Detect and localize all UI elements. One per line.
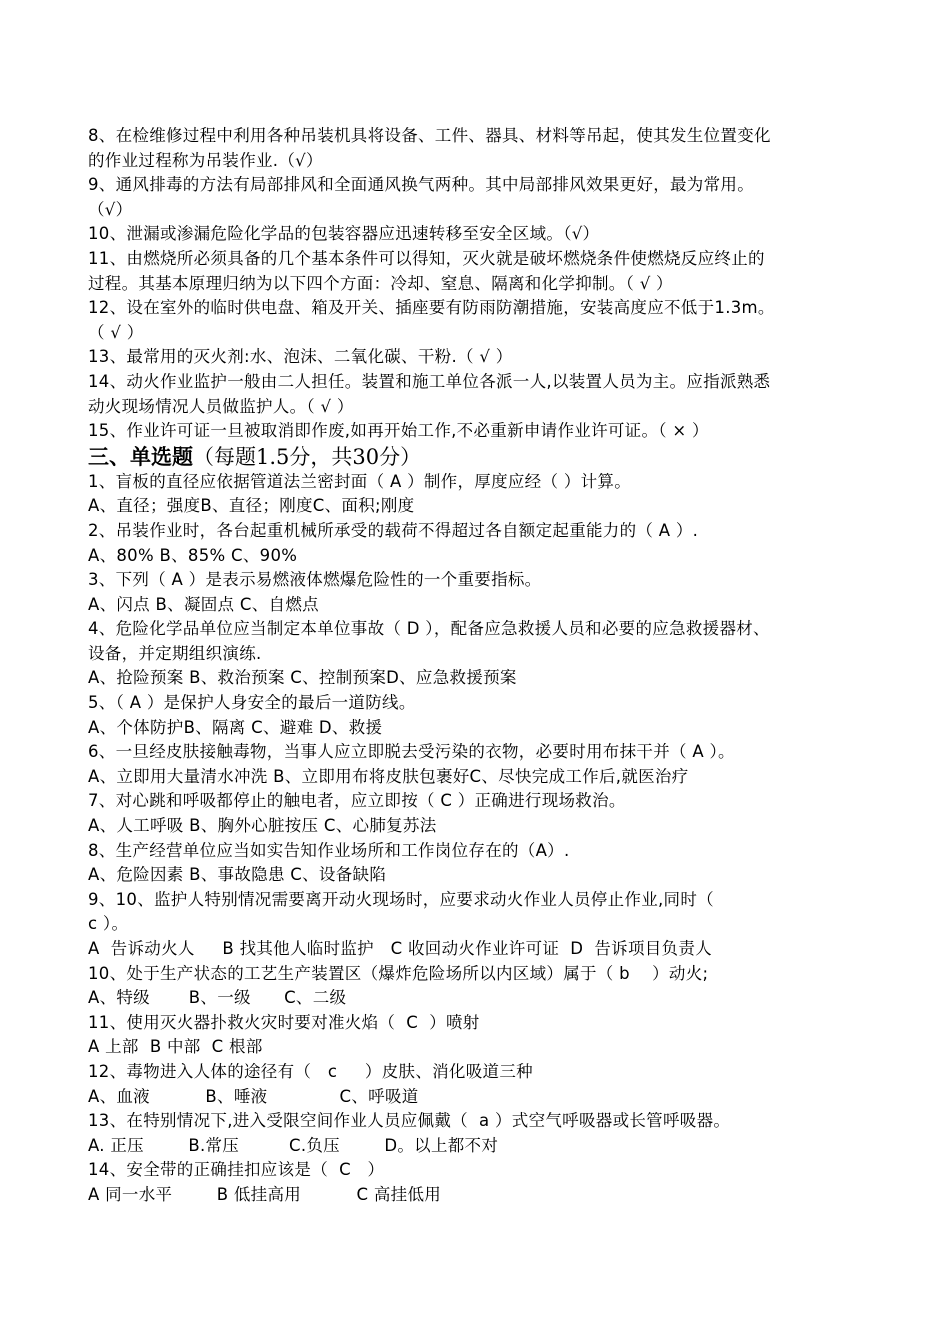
text-line: 15、作业许可证一旦被取消即作废,如再开始工作,不必重新申请作业许可证。（ × ）: [88, 421, 709, 441]
true-false-section: [88, 124, 870, 444]
text-line: A、危险因素 B、事故隐患 C、设备缺陷: [88, 865, 387, 885]
text-line: 11、使用灭火器扑救火灾时要对准火焰（ C ）喷射: [88, 1012, 480, 1032]
text-line: A、血液 B、唾液 C、呼吸道: [88, 1086, 419, 1106]
text-line: 14、动火作业监护一般由二人担任。装置和施工单位各派一人,以装置人员为主。应指派熟悉: [88, 371, 771, 391]
text-line: 过程。其基本原理归纳为以下四个方面：冷却、窒息、隔离和化学抑制。（ √ ）: [88, 273, 673, 293]
text-line: A 同一水平 B 低挂高用 C 高挂低用: [88, 1184, 442, 1204]
text-line: 动火现场情况人员做监护人。（ √ ）: [88, 396, 354, 416]
text-line: 14、安全带的正确挂扣应该是（ C ）: [88, 1160, 385, 1180]
text-line: A、人工呼吸 B、胸外心脏按压 C、心肺复苏法: [88, 816, 437, 836]
text-line: A、抢险预案 B、救治预案 C、控制预案D、应急救援预案: [88, 668, 517, 688]
text-line: 1、盲板的直径应依据管道法兰密封面（ A ）制作，厚度应经（ ）计算。: [88, 471, 632, 491]
text-line: A 告诉动火人 B 找其他人临时监护 C 收回动火作业许可证 D 告诉项目负责人: [88, 939, 712, 958]
text-line: A. 正压 B.常压 C.负压 D。以上都不对: [88, 1135, 499, 1155]
text-line: 10、泄漏或渗漏危险化学品的包装容器应迅速转移至安全区域。（√）: [88, 224, 600, 244]
text-line: 10、处于生产状态的工艺生产装置区（爆炸危险场所以内区域）属于（ b ）动火;: [88, 963, 709, 983]
text-line: A、个体防护B、隔离 C、避难 D、救援: [88, 717, 383, 737]
text-line: A 上部 B 中部 C 根部: [88, 1037, 263, 1057]
text-line: （√）: [88, 199, 133, 219]
text-line: 设备，并定期组织演练.: [88, 643, 262, 663]
text-line: 5、（ A ）是保护人身安全的最后一道防线。: [88, 693, 416, 713]
text-line: 的作业过程称为吊装作业.（√）: [88, 150, 323, 170]
text-line: A、80% B、85% C、90%: [88, 545, 298, 565]
text-line: 7、对心跳和呼吸都停止的触电者，应立即按（ C ）正确进行现场救治。: [88, 791, 626, 811]
text-line: A、闪点 B、凝固点 C、自燃点: [88, 594, 319, 614]
text-line: 13、最常用的灭火剂:水、泡沫、二氧化碳、干粉.（ √ ）: [88, 347, 513, 367]
text-line: 6、一旦经皮肤接触毒物，当事人应立即脱去受污染的衣物，必要时用布抹干并（ A ）。: [88, 742, 735, 762]
text-line: 9、10、监护人特别情况需要离开动火现场时，应要求动火作业人员停止作业,同时（: [88, 889, 714, 909]
text-line: 11、由燃烧所必须具备的几个基本条件可以得知，灭火就是破坏燃烧条件使燃烧反应终止的: [88, 248, 765, 268]
text-line: 4、危险化学品单位应当制定本单位事故（ D ），配备应急救援人员和必要的应急救援器材、: [88, 619, 770, 639]
section-heading: [88, 444, 870, 470]
multiple-choice-section: [88, 470, 870, 1208]
text-line: c ）。: [88, 914, 129, 934]
text-line: 8、生产经营单位应当如实告知作业场所和工作岗位存在的（A）.: [88, 840, 570, 860]
section-title: 三、单选题: [88, 444, 193, 469]
text-line: 12、毒物进入人体的途径有（ c ）皮肤、消化吸道三种: [88, 1061, 533, 1081]
text-line: A、特级 B、一级 C、二级: [88, 988, 347, 1008]
text-line: 2、吊装作业时，各台起重机械所承受的载荷不得超过各自额定起重能力的（ A ）.: [88, 520, 699, 540]
section-scoring-note: （每题1.5分，共30分）: [193, 444, 422, 469]
text-line: 8、在检维修过程中利用各种吊装机具将设备、工件、器具、材料等吊起，使其发生位置变化: [88, 126, 771, 145]
text-line: A、直径；强度B、直径；刚度C、面积;刚度: [88, 496, 415, 516]
text-line: 12、设在室外的临时供电盘、箱及开关、插座要有防雨防潮措施，安装高度应不低于1.3m。: [88, 298, 775, 318]
text-line: 13、在特别情况下,进入受限空间作业人员应佩戴（ a ）式空气呼吸器或长管呼吸器。: [88, 1111, 731, 1131]
text-line: A、立即用大量清水冲洗 B、立即用布将皮肤包裹好C、尽快完成工作后,就医治疗: [88, 766, 689, 786]
text-line: 9、通风排毒的方法有局部排风和全面通风换气两种。其中局部排风效果更好，最为常用。: [88, 175, 754, 195]
text-line: （ √ ）: [88, 322, 144, 342]
text-line: 3、下列（ A ）是表示易燃液体燃爆危险性的一个重要指标。: [88, 570, 542, 590]
